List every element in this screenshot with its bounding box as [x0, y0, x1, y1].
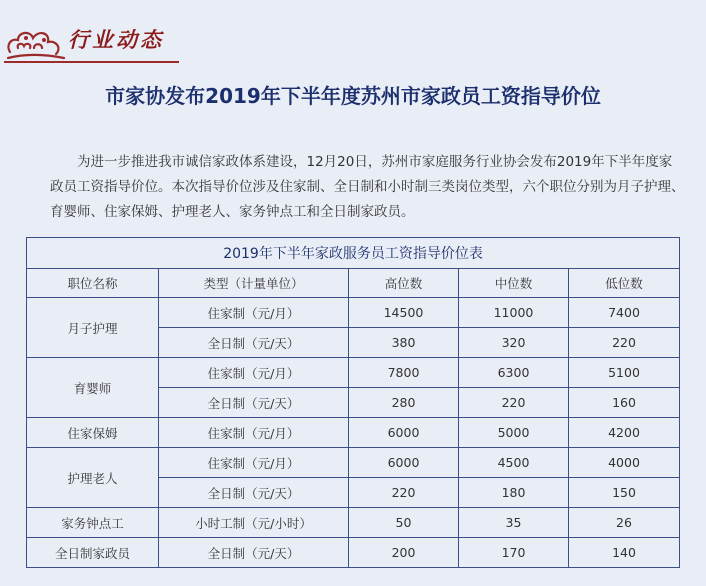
cell-type: 小时工制（元/小时）	[159, 508, 349, 538]
cell-high: 280	[349, 388, 459, 418]
column-header-type: 类型（计量单位）	[159, 269, 349, 298]
column-header-low: 低位数	[569, 269, 680, 298]
section-header	[0, 0, 706, 68]
cell-position-name: 全日制家政员	[27, 538, 159, 568]
cell-type: 住家制（元/月）	[159, 358, 349, 388]
table-row	[27, 418, 680, 448]
cell-high: 6000	[349, 418, 459, 448]
table-row	[27, 538, 680, 568]
cell-type: 全日制（元/天）	[159, 328, 349, 358]
cell-high: 220	[349, 478, 459, 508]
cell-type: 全日制（元/天）	[159, 478, 349, 508]
cell-position-name: 家务钟点工	[27, 508, 159, 538]
cell-mid: 180	[459, 478, 569, 508]
cell-low: 26	[569, 508, 680, 538]
cell-mid: 320	[459, 328, 569, 358]
cell-position-name: 护理老人	[27, 448, 159, 508]
cell-high: 50	[349, 508, 459, 538]
cell-high: 200	[349, 538, 459, 568]
cell-mid: 170	[459, 538, 569, 568]
cell-low: 4000	[569, 448, 680, 478]
table-caption: 2019年下半年家政服务员工资指导价位表	[27, 238, 680, 269]
table-row	[27, 298, 680, 328]
cell-low: 4200	[569, 418, 680, 448]
article-intro-paragraph: 为进一步推进我市诚信家政体系建设，12月20日，苏州市家庭服务行业协会发布2019年下半年度家政员工资指导价位。本次指导价位涉及住家制、全日制和小时制三类岗位类型，六个职位分别为月子护理、育婴师、住家保姆、护理老人、家务钟点工和全日制家政员。	[50, 154, 685, 220]
cell-low: 7400	[569, 298, 680, 328]
cell-type: 全日制（元/天）	[159, 388, 349, 418]
cell-mid: 35	[459, 508, 569, 538]
cell-low: 160	[569, 388, 680, 418]
cell-high: 6000	[349, 448, 459, 478]
cell-low: 140	[569, 538, 680, 568]
cell-type: 住家制（元/月）	[159, 448, 349, 478]
column-header-mid: 中位数	[459, 269, 569, 298]
article-title: 市家协发布2019年下半年度苏州市家政员工资指导价位	[105, 84, 601, 108]
cell-position-name: 育婴师	[27, 358, 159, 418]
wage-table	[26, 237, 680, 568]
section-title: 行业动态	[68, 27, 164, 52]
cell-position-name: 住家保姆	[27, 418, 159, 448]
cell-type: 住家制（元/月）	[159, 418, 349, 448]
column-header-position: 职位名称	[27, 269, 159, 298]
cell-low: 220	[569, 328, 680, 358]
cell-low: 150	[569, 478, 680, 508]
cell-high: 7800	[349, 358, 459, 388]
table-header-row	[27, 269, 680, 298]
cell-mid: 220	[459, 388, 569, 418]
table-row	[27, 448, 680, 478]
cell-mid: 5000	[459, 418, 569, 448]
cell-position-name: 月子护理	[27, 298, 159, 358]
cell-type: 住家制（元/月）	[159, 298, 349, 328]
cell-high: 380	[349, 328, 459, 358]
table-row	[27, 508, 680, 538]
header-divider	[4, 61, 179, 63]
cell-low: 5100	[569, 358, 680, 388]
cloud-logo-icon	[4, 18, 66, 62]
cell-mid: 4500	[459, 448, 569, 478]
cell-high: 14500	[349, 298, 459, 328]
column-header-high: 高位数	[349, 269, 459, 298]
table-row	[27, 358, 680, 388]
cell-mid: 11000	[459, 298, 569, 328]
cell-mid: 6300	[459, 358, 569, 388]
cell-type: 全日制（元/天）	[159, 538, 349, 568]
